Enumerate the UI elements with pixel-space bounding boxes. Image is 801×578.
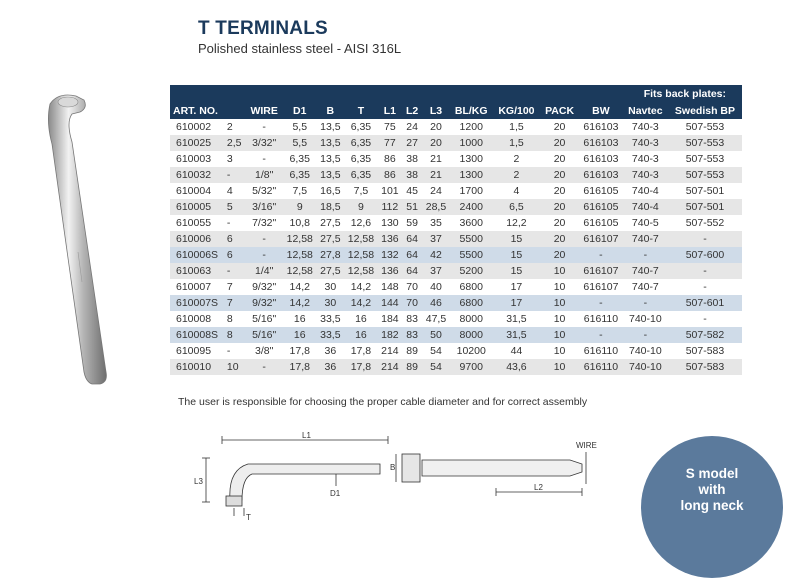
table-cell: 1,5: [493, 119, 540, 135]
table-row: [170, 199, 742, 215]
table-row: [170, 263, 742, 279]
table-cell: 18,5: [317, 199, 344, 215]
table-cell: 1/8": [245, 167, 282, 183]
table-cell: 1200: [450, 119, 493, 135]
table-cell: 10: [540, 311, 579, 327]
table-cell: 54: [422, 343, 449, 359]
table-cell: 5200: [450, 263, 493, 279]
table-cell: 10200: [450, 343, 493, 359]
table-cell: 5500: [450, 247, 493, 263]
table-cell: 616110: [579, 311, 623, 327]
table-cell: 13,5: [317, 119, 344, 135]
table-cell: 740-7: [623, 279, 668, 295]
table-cell: 10: [540, 327, 579, 343]
table-cell: 12,58: [344, 231, 378, 247]
assembly-note: The user is responsible for choosing the proper cable diameter and for correct assembly: [178, 396, 588, 408]
table-cell: 35: [422, 215, 449, 231]
table-cell: -: [668, 231, 742, 247]
table-cell: -: [623, 295, 668, 311]
table-cell: -: [245, 359, 282, 375]
table-cell: 136: [378, 231, 402, 247]
table-cell: 10: [227, 359, 246, 375]
table-cell: 610032: [170, 167, 227, 183]
table-cell: 507-501: [668, 183, 742, 199]
table-cell: 610002: [170, 119, 227, 135]
table-cell: 10: [540, 295, 579, 311]
table-cell: -: [623, 247, 668, 263]
table-cell: 17: [493, 295, 540, 311]
table-cell: 1,5: [493, 135, 540, 151]
table-cell: 5500: [450, 231, 493, 247]
table-cell: 616110: [579, 359, 623, 375]
table-cell: 12,58: [283, 263, 317, 279]
column-header: L2: [402, 103, 422, 119]
table-cell: 14,2: [283, 279, 317, 295]
table-cell: 616107: [579, 231, 623, 247]
table-cell: 610007: [170, 279, 227, 295]
table-cell: 214: [378, 343, 402, 359]
wire-label: WIRE: [576, 441, 597, 450]
table-cell: 89: [402, 343, 422, 359]
table-cell: 27,5: [317, 263, 344, 279]
table-cell: 616107: [579, 279, 623, 295]
table-cell: 2: [493, 167, 540, 183]
table-cell: 610008: [170, 311, 227, 327]
page-title: T TERMINALS: [198, 18, 328, 39]
badge-line-1: S model: [685, 466, 739, 481]
spec-table: [170, 85, 742, 375]
page-subtitle: Polished stainless steel - AISI 316L: [198, 41, 402, 56]
table-cell: 9: [344, 199, 378, 215]
table-cell: 8: [227, 311, 246, 327]
l2-label: L2: [534, 483, 543, 492]
table-cell: 610003: [170, 151, 227, 167]
table-cell: 616103: [579, 151, 623, 167]
table-row: [170, 151, 742, 167]
table-cell: 64: [402, 231, 422, 247]
table-cell: 36: [317, 359, 344, 375]
table-cell: -: [623, 327, 668, 343]
table-row: [170, 295, 742, 311]
l1-label: L1: [302, 431, 311, 440]
table-cell: 7,5: [344, 183, 378, 199]
table-cell: 46: [422, 295, 449, 311]
table-cell: 83: [402, 327, 422, 343]
column-header: PACK: [540, 103, 579, 119]
table-cell: 507-582: [668, 327, 742, 343]
table-cell: 610008S: [170, 327, 227, 343]
table-cell: 83: [402, 311, 422, 327]
table-cell: -: [668, 311, 742, 327]
table-cell: 616103: [579, 135, 623, 151]
table-cell: 6,35: [283, 151, 317, 167]
table-row: [170, 343, 742, 359]
fits-back-plates-label: Fits back plates:: [170, 85, 742, 103]
table-cell: 51: [402, 199, 422, 215]
t-terminal-product-image: [28, 82, 138, 392]
table-row: [170, 327, 742, 343]
table-cell: 7: [227, 279, 246, 295]
table-cell: 30: [317, 279, 344, 295]
table-cell: 70: [402, 279, 422, 295]
table-cell: 17,8: [283, 343, 317, 359]
table-cell: 9700: [450, 359, 493, 375]
table-cell: 6: [227, 231, 246, 247]
column-header: L3: [422, 103, 449, 119]
table-cell: 37: [422, 263, 449, 279]
l3-label: L3: [194, 477, 203, 486]
column-header: T: [344, 103, 378, 119]
table-cell: 40: [422, 279, 449, 295]
table-cell: 20: [540, 199, 579, 215]
table-cell: 7,5: [283, 183, 317, 199]
table-cell: 21: [422, 151, 449, 167]
table-cell: 101: [378, 183, 402, 199]
table-cell: 37: [422, 231, 449, 247]
table-cell: 75: [378, 119, 402, 135]
table-cell: -: [245, 231, 282, 247]
table-cell: 14,2: [283, 295, 317, 311]
table-cell: 610063: [170, 263, 227, 279]
table-cell: 610025: [170, 135, 227, 151]
table-cell: 16: [344, 311, 378, 327]
table-row: [170, 167, 742, 183]
column-header: Navtec: [623, 103, 668, 119]
table-cell: 616105: [579, 199, 623, 215]
table-cell: 507-553: [668, 119, 742, 135]
table-cell: 507-600: [668, 247, 742, 263]
table-cell: 5/32": [245, 183, 282, 199]
table-cell: 4: [493, 183, 540, 199]
table-cell: 3/32": [245, 135, 282, 151]
table-cell: 8: [227, 327, 246, 343]
technical-drawing: [190, 430, 610, 522]
s-model-badge: [641, 436, 783, 578]
table-cell: 7: [227, 295, 246, 311]
table-row: [170, 183, 742, 199]
table-cell: 17: [493, 279, 540, 295]
table-cell: 6800: [450, 295, 493, 311]
table-cell: 10: [540, 343, 579, 359]
table-cell: 740-10: [623, 359, 668, 375]
table-cell: 610005: [170, 199, 227, 215]
table-cell: 33,5: [317, 327, 344, 343]
table-cell: -: [227, 167, 246, 183]
table-cell: 507-553: [668, 135, 742, 151]
table-cell: 1300: [450, 151, 493, 167]
table-cell: 15: [493, 263, 540, 279]
table-cell: 507-553: [668, 167, 742, 183]
table-cell: 17,8: [344, 343, 378, 359]
table-cell: 50: [422, 327, 449, 343]
table-cell: 610010: [170, 359, 227, 375]
table-cell: 148: [378, 279, 402, 295]
table-cell: 740-7: [623, 231, 668, 247]
table-cell: 17,8: [344, 359, 378, 375]
table-cell: 20: [540, 215, 579, 231]
table-cell: 20: [540, 119, 579, 135]
table-header-row: [170, 103, 742, 119]
table-cell: 27: [402, 135, 422, 151]
table-cell: 70: [402, 295, 422, 311]
table-cell: -: [227, 215, 246, 231]
table-cell: 6,35: [283, 167, 317, 183]
table-cell: 45: [402, 183, 422, 199]
table-cell: 89: [402, 359, 422, 375]
table-cell: 20: [540, 183, 579, 199]
table-cell: 507-583: [668, 359, 742, 375]
table-cell: 610004: [170, 183, 227, 199]
table-cell: 740-3: [623, 119, 668, 135]
table-cell: 740-4: [623, 199, 668, 215]
table-cell: 30: [317, 295, 344, 311]
table-cell: 31,5: [493, 327, 540, 343]
table-cell: 13,5: [317, 135, 344, 151]
table-cell: 6,35: [344, 119, 378, 135]
table-cell: 20: [422, 135, 449, 151]
table-cell: 20: [540, 247, 579, 263]
table-cell: 86: [378, 151, 402, 167]
table-cell: -: [245, 247, 282, 263]
column-header: KG/100: [493, 103, 540, 119]
table-cell: 1700: [450, 183, 493, 199]
table-cell: 616107: [579, 263, 623, 279]
table-cell: 5,5: [283, 119, 317, 135]
table-cell: 1300: [450, 167, 493, 183]
table-cell: 24: [422, 183, 449, 199]
table-cell: 5: [227, 199, 246, 215]
table-cell: 610095: [170, 343, 227, 359]
table-cell: 10: [540, 359, 579, 375]
table-row: [170, 247, 742, 263]
table-cell: 64: [402, 247, 422, 263]
table-cell: 10: [540, 263, 579, 279]
table-cell: 130: [378, 215, 402, 231]
table-cell: -: [227, 263, 246, 279]
table-row: [170, 119, 742, 135]
table-cell: 20: [540, 151, 579, 167]
table-cell: 610006: [170, 231, 227, 247]
table-cell: 15: [493, 247, 540, 263]
table-cell: 15: [493, 231, 540, 247]
table-cell: 42: [422, 247, 449, 263]
table-cell: 12,2: [493, 215, 540, 231]
table-cell: 2: [227, 119, 246, 135]
table-cell: 6800: [450, 279, 493, 295]
table-cell: 12,6: [344, 215, 378, 231]
table-cell: 5,5: [283, 135, 317, 151]
table-cell: 54: [422, 359, 449, 375]
table-cell: 740-3: [623, 167, 668, 183]
table-cell: 507-583: [668, 343, 742, 359]
table-cell: 6,35: [344, 167, 378, 183]
table-cell: 3: [227, 151, 246, 167]
b-label: B: [390, 463, 396, 472]
table-cell: 740-10: [623, 311, 668, 327]
column-header: WIRE: [245, 103, 282, 119]
table-cell: 44: [493, 343, 540, 359]
table-cell: 740-5: [623, 215, 668, 231]
table-cell: 13,5: [317, 167, 344, 183]
table-cell: 86: [378, 167, 402, 183]
table-row: [170, 231, 742, 247]
badge-line-3: long neck: [680, 498, 744, 513]
table-cell: 6,35: [344, 135, 378, 151]
column-header: [227, 103, 246, 119]
table-cell: 16: [344, 327, 378, 343]
column-header: ART. NO.: [170, 103, 227, 119]
table-cell: 36: [317, 343, 344, 359]
table-cell: 14,2: [344, 295, 378, 311]
table-cell: 16: [283, 327, 317, 343]
table-cell: 507-501: [668, 199, 742, 215]
table-row: [170, 279, 742, 295]
table-row: [170, 215, 742, 231]
table-body: [170, 119, 742, 375]
table-row: [170, 359, 742, 375]
table-cell: 6,35: [344, 151, 378, 167]
table-cell: 182: [378, 327, 402, 343]
table-cell: 2400: [450, 199, 493, 215]
table-cell: 10,8: [283, 215, 317, 231]
column-header: L1: [378, 103, 402, 119]
table-cell: 5/16": [245, 311, 282, 327]
table-cell: 740-4: [623, 183, 668, 199]
table-cell: 27,5: [317, 231, 344, 247]
table-cell: 507-553: [668, 151, 742, 167]
table-cell: 38: [402, 151, 422, 167]
table-cell: 64: [402, 263, 422, 279]
table-cell: 616103: [579, 167, 623, 183]
table-cell: 20: [540, 167, 579, 183]
table-cell: 1000: [450, 135, 493, 151]
table-cell: 28,5: [422, 199, 449, 215]
badge-line-2: with: [698, 482, 726, 497]
table-cell: 8000: [450, 311, 493, 327]
table-cell: 3/8": [245, 343, 282, 359]
table-cell: 21: [422, 167, 449, 183]
table-cell: -: [668, 263, 742, 279]
table-cell: -: [245, 151, 282, 167]
table-cell: 6: [227, 247, 246, 263]
table-cell: 20: [540, 135, 579, 151]
table-cell: 10: [540, 279, 579, 295]
column-header: BL/KG: [450, 103, 493, 119]
table-cell: 616105: [579, 215, 623, 231]
table-cell: -: [668, 279, 742, 295]
table-cell: 136: [378, 263, 402, 279]
table-cell: 507-601: [668, 295, 742, 311]
table-cell: -: [245, 119, 282, 135]
column-header: D1: [283, 103, 317, 119]
table-cell: 184: [378, 311, 402, 327]
table-cell: -: [579, 247, 623, 263]
table-cell: 20: [540, 231, 579, 247]
table-row: [170, 135, 742, 151]
table-cell: 59: [402, 215, 422, 231]
table-cell: 610006S: [170, 247, 227, 263]
table-cell: 3/16": [245, 199, 282, 215]
column-header: B: [317, 103, 344, 119]
table-cell: 740-3: [623, 135, 668, 151]
table-cell: -: [579, 327, 623, 343]
table-cell: 27,8: [317, 247, 344, 263]
table-cell: 16,5: [317, 183, 344, 199]
table-cell: 17,8: [283, 359, 317, 375]
table-cell: 33,5: [317, 311, 344, 327]
table-cell: 740-7: [623, 263, 668, 279]
table-cell: 1/4": [245, 263, 282, 279]
table-cell: 2,5: [227, 135, 246, 151]
table-cell: 616105: [579, 183, 623, 199]
table-cell: 7/32": [245, 215, 282, 231]
table-cell: 13,5: [317, 151, 344, 167]
table-cell: 43,6: [493, 359, 540, 375]
table-cell: 27,5: [317, 215, 344, 231]
table-cell: 77: [378, 135, 402, 151]
table-row: [170, 311, 742, 327]
table-cell: -: [579, 295, 623, 311]
table-cell: 610055: [170, 215, 227, 231]
table-cell: 214: [378, 359, 402, 375]
table-cell: 12,58: [344, 263, 378, 279]
table-cell: 8000: [450, 327, 493, 343]
table-cell: 610007S: [170, 295, 227, 311]
table-cell: 616103: [579, 119, 623, 135]
column-header: BW: [579, 103, 623, 119]
table-cell: 507-552: [668, 215, 742, 231]
table-cell: 144: [378, 295, 402, 311]
table-cell: 12,58: [283, 231, 317, 247]
table-cell: 616110: [579, 343, 623, 359]
table-cell: 6,5: [493, 199, 540, 215]
table-cell: 112: [378, 199, 402, 215]
table-cell: 14,2: [344, 279, 378, 295]
table-cell: 24: [402, 119, 422, 135]
table-cell: 740-10: [623, 343, 668, 359]
table-cell: 132: [378, 247, 402, 263]
table-cell: 38: [402, 167, 422, 183]
table-cell: 12,58: [283, 247, 317, 263]
table-cell: 9: [283, 199, 317, 215]
table-cell: 20: [422, 119, 449, 135]
table-cell: 16: [283, 311, 317, 327]
table-cell: 47,5: [422, 311, 449, 327]
table-cell: 9/32": [245, 295, 282, 311]
table-cell: 4: [227, 183, 246, 199]
d1-label: D1: [330, 489, 341, 498]
table-cell: 3600: [450, 215, 493, 231]
column-header: Swedish BP: [668, 103, 742, 119]
table-cell: 5/16": [245, 327, 282, 343]
t-label: T: [246, 513, 251, 522]
table-cell: 9/32": [245, 279, 282, 295]
table-cell: 740-3: [623, 151, 668, 167]
table-cell: 2: [493, 151, 540, 167]
table-cell: -: [227, 343, 246, 359]
table-cell: 12,58: [344, 247, 378, 263]
table-cell: 31,5: [493, 311, 540, 327]
